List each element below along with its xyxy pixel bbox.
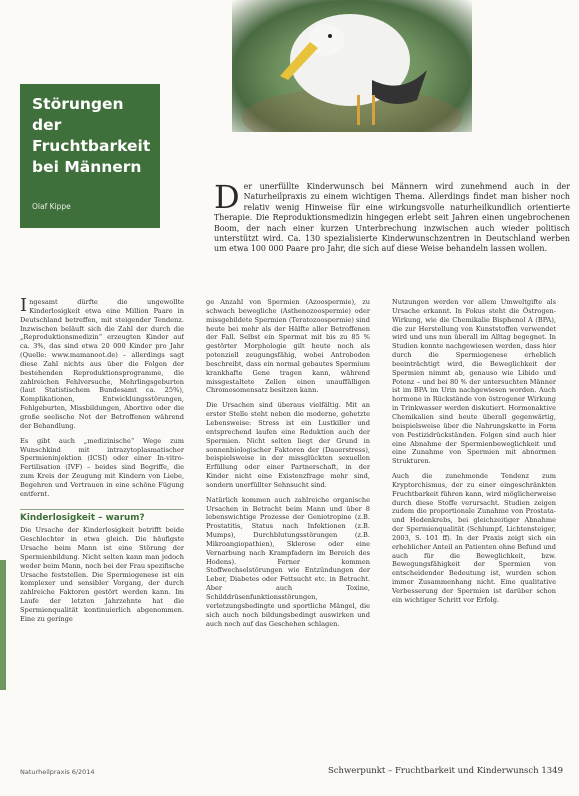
article-title: Störungen der Fruchtbarkeit bei Männern: [32, 95, 151, 176]
col1-paragraph-2: Es gibt auch „medizinische“ Wege zum Wunschkind mit intrazytoplasmatischer Spermieninjektion (ICSI) oder einer In-vitro-Fertilisation (IVF) – beides sind Begriffe, die zum Kreis der Zeugung mit Kindern von Liebe, Begehren und Vertrauen in eine schöne Fügung entfernt.: [20, 436, 184, 498]
col2-paragraph-2: Die Ursachen sind überaus vielfältig. Mit an erster Stelle steht neben die moderne, gehetzte Lebensweise: Stress ist ein Lustkiller und entsprechend laufen eine Reduktion auch der Spermien. Nicht selten liegt der Grund in sonnenbiologischer Faktoren der (Dauerstress), beispielsweise in der missglückten sexuellen Erfüllung oder einer Partnerschaft, in der Kinder nicht eine Existenzfrage mehr sind, sondern unerfüllter Sehnsucht sind.: [206, 401, 370, 489]
author-name: Olaf Kippe: [32, 202, 71, 211]
lead-paragraph: [214, 182, 570, 274]
lead-dropcap: D: [214, 182, 240, 216]
stork-illustration: [232, 0, 472, 132]
section-heading: Kinderlosigkeit – warum?: [20, 509, 184, 523]
col1-paragraph-1: [20, 298, 184, 431]
col1-paragraph-1-text: ngesamt dürfte die ungewollte Kinderlosigkeit etwa eine Million Paare in Deutschland betreffen, mit steigender Tendenz. Inzwischen beläuft sich die Zahl der durch die „Reproduktionsmedizin“ erzeugten Kinder auf ca. 3%, das sind etwa 20 000 Kinder pro Jahr (Quelle: www.mamanoot.de) – allerdings sagt diese Zahl nichts aus über die Folgen der bestehenden Reproduktionsprogramme, die zahlreichen Fehlversuche, Mehrlingsgeburten (laut Statistischem Bundesamt ca. 25%), Komplikationen, Entwicklungsstörungen, Fehlgeburten, Missbildungen, Abortive oder die große seelische Not der Betroffenen während der Behandlung.: [20, 298, 184, 430]
stork-photo: [232, 0, 472, 132]
margin-strip: [0, 560, 6, 690]
lead-text: er unerfüllte Kinderwunsch bei Männern wird zunehmend auch in der Naturheilpraxis zu einem wichtigen Thema. Allerdings findet man bisher noch relativ wenig Hinweise für eine wirkungsvolle naturheilkundlich orientierte Therapie. Die Reproduktionsmedizin hingegen erlebt seit Jahren einen ungebrochenen Boom, der nach einer kurzen Unterbrechung inzwischen auch wieder politisch unterstützt wird. Ca. 130 spezialisierte Kinderwunschzentren in Deutschland werben um etwa 100 000 Paare pro Jahr, die sich auf diese Weise behandeln lassen wollen.: [214, 182, 570, 254]
column-2: [206, 298, 370, 768]
col2-paragraph-3: Natürlich kommen auch zahlreiche organische Ursachen in Betracht beim Mann und über 8 lebenswichtige Prozesse der Geniotropine (z.B. Prostatitis, Status nach Infektionen (z.B. Mumps), Durchblutungsstörungen (z.B. Mikroangiopathien), Sklerose oder eine Vernarbung nach Krampfadern im Bereich des Hodens). Ferner kommen Stoffwechselstörungen wie Entzündungen der Leber, Diabetes oder Fettsucht etc. in Betracht. Aber auch Toxine, Schilddrüsenfunktionsstörungen, verletzungsbedingte und sportliche Mängel, die sich auch noch bildungsbedingt auswirken und auch noch auf das Geschehen schlagen.: [206, 495, 370, 628]
col3-paragraph-2: Auch die zunehmende Tendenz zum Kryptorchismus, der zu einer eingeschränkten Fruchtbarkeit führen kann, wird möglicherweise durch diese Stoffe verursacht. Studien zeigen zudem die proportionale Zunahme von Prostata- und Hodenkrebs, bei gleichzeitiger Abnahme der Spermienqualität (Schlumpf, Lichtensteiger, 2003, S. 101 ff). In der Praxis zeigt sich ein erheblicher Anteil an Patienten ohne Befund und auch für die Beweglichkeit, bzw. Bewegungsfähigkeit der Spermien von entscheidender Bedeutung ist, wurden schon immer Zusammenhang nicht. Eine qualitative Verbesserung der Spermien ist darüber schon ein wichtiger Schritt vor Erfolg.: [392, 472, 556, 604]
footer-publication: Naturheilpraxis 6/2014: [20, 768, 95, 776]
column-1: [20, 298, 184, 773]
col3-paragraph-1: Nutzungen werden vor allem Umweltgifte als Ursache erkannt. In Fokus steht die Östrogen-Wirkung, wie die Chemikalie Bisphenol A (BPA), die zur Herstellung von Kunststoffen verwendet wird und uns nun überall im Alltag begegnet. In Studien konnte nachgewiesen werden, dass hier durch die Spermiogenese erheblich beeinträchtigt wird, die Beweglichkeit der Spermien nimmt ab, genauso wie Libido und Potenz – und bei 80 % der untersuchten Männer ist im BPA im Urin nachgewiesen worden. Auch hormone in Rückstände von östrogener Wirkung in Trinkwasser werden diskutiert. Hormonaktive Chemikalien sind heute überall gegenwärtig, beispielsweise über die Nahrungskette in Form von Pestizidrückständen. Folgen sind auch hier eine Abnahme der Spermienbeweglichkeit und eine Zunahme von Spermien mit abnormen Strukturen.: [392, 298, 556, 466]
footer-section-page: Schwerpunkt – Fruchtbarkeit und Kinderwunsch 1349: [327, 766, 563, 776]
title-box: [20, 84, 160, 228]
column-3: [392, 298, 556, 768]
col1-paragraph-3: Die Ursache der Kinderlosigkeit betrifft beide Geschlechter in etwa gleich. Die häufigste Ursache beim Mann ist eine Störung der Spermienbildung. Nicht selten kann man jedoch weder beim Mann, noch bei der Frau spezifische Ursache feststellen. Die Spermiogenese ist ein komplexer und sensibler Vorgang, der durch zahlreiche Faktoren gestört werden kann. Im Laufe der letzten Jahrzehnte hat die Spermienqualität kontinuierlich abgenommen. Eine zu geringe: [20, 526, 184, 623]
col1-dropcap: I: [20, 298, 28, 316]
col2-paragraph-1: ge Anzahl von Spermien (Azoospermie), zu schwach bewegliche (Asthenozoospermie) oder missgebildete Spermien (Teratozoospermie) sind heute bei mehr als der Hälfte aller Betroffenen der Fall. Selbst ein Spermat mit bis zu 85 % gestörter Morphologie gilt heute noch als potenziell zeugungsfähig, wobei Antroboden beschreibt, dass ein normal gebautes Spermium krankhafte Gene tragen kann, während missgestaltete Zellen einen unauffälligen Chromosomensatz besitzen kann.: [206, 298, 370, 395]
